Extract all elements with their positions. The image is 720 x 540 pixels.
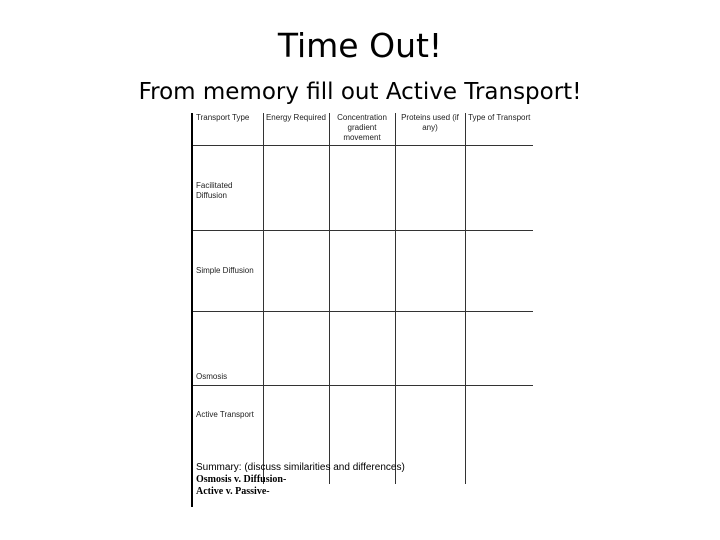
row-label-facilitated-diffusion: Facilitated Diffusion <box>192 146 263 231</box>
answer-cell[interactable] <box>263 312 329 386</box>
table-row <box>192 231 533 312</box>
row-label-active-transport: Active Transport <box>192 386 263 485</box>
answer-cell[interactable] <box>465 231 533 312</box>
summary-section <box>191 462 451 507</box>
header-transport-type: Transport Type <box>192 113 263 146</box>
row-label-osmosis: Osmosis <box>192 312 263 386</box>
header-proteins-used: Proteins used (if any) <box>395 113 465 146</box>
answer-cell[interactable] <box>329 146 395 231</box>
answer-cell[interactable] <box>329 231 395 312</box>
table-row <box>192 146 533 231</box>
answer-cell[interactable] <box>465 312 533 386</box>
row-label-simple-diffusion: Simple Diffusion <box>192 231 263 312</box>
header-energy-required: Energy Required <box>263 113 329 146</box>
slide-subtitle: From memory fill out Active Transport! <box>138 79 582 105</box>
answer-cell[interactable] <box>395 312 465 386</box>
table-header-row <box>192 113 533 146</box>
answer-cell[interactable] <box>263 146 329 231</box>
answer-cell[interactable] <box>329 312 395 386</box>
transport-table <box>191 113 533 484</box>
worksheet-table-container <box>191 113 532 453</box>
answer-cell[interactable] <box>465 146 533 231</box>
header-type-of-transport: Type of Transport <box>465 113 533 146</box>
answer-cell[interactable] <box>263 231 329 312</box>
summary-heading: Summary: (discuss similarities and differences) <box>196 462 405 473</box>
table-row <box>192 312 533 386</box>
answer-cell[interactable] <box>395 231 465 312</box>
summary-active-vs-passive[interactable]: Active v. Passive- <box>196 486 270 497</box>
answer-cell[interactable] <box>395 146 465 231</box>
header-concentration-gradient: Concentration gradient movement <box>329 113 395 146</box>
slide-title: Time Out! <box>277 26 443 65</box>
answer-cell[interactable] <box>465 386 533 485</box>
summary-osmosis-vs-diffusion[interactable]: Osmosis v. Diffusion- <box>196 474 287 485</box>
